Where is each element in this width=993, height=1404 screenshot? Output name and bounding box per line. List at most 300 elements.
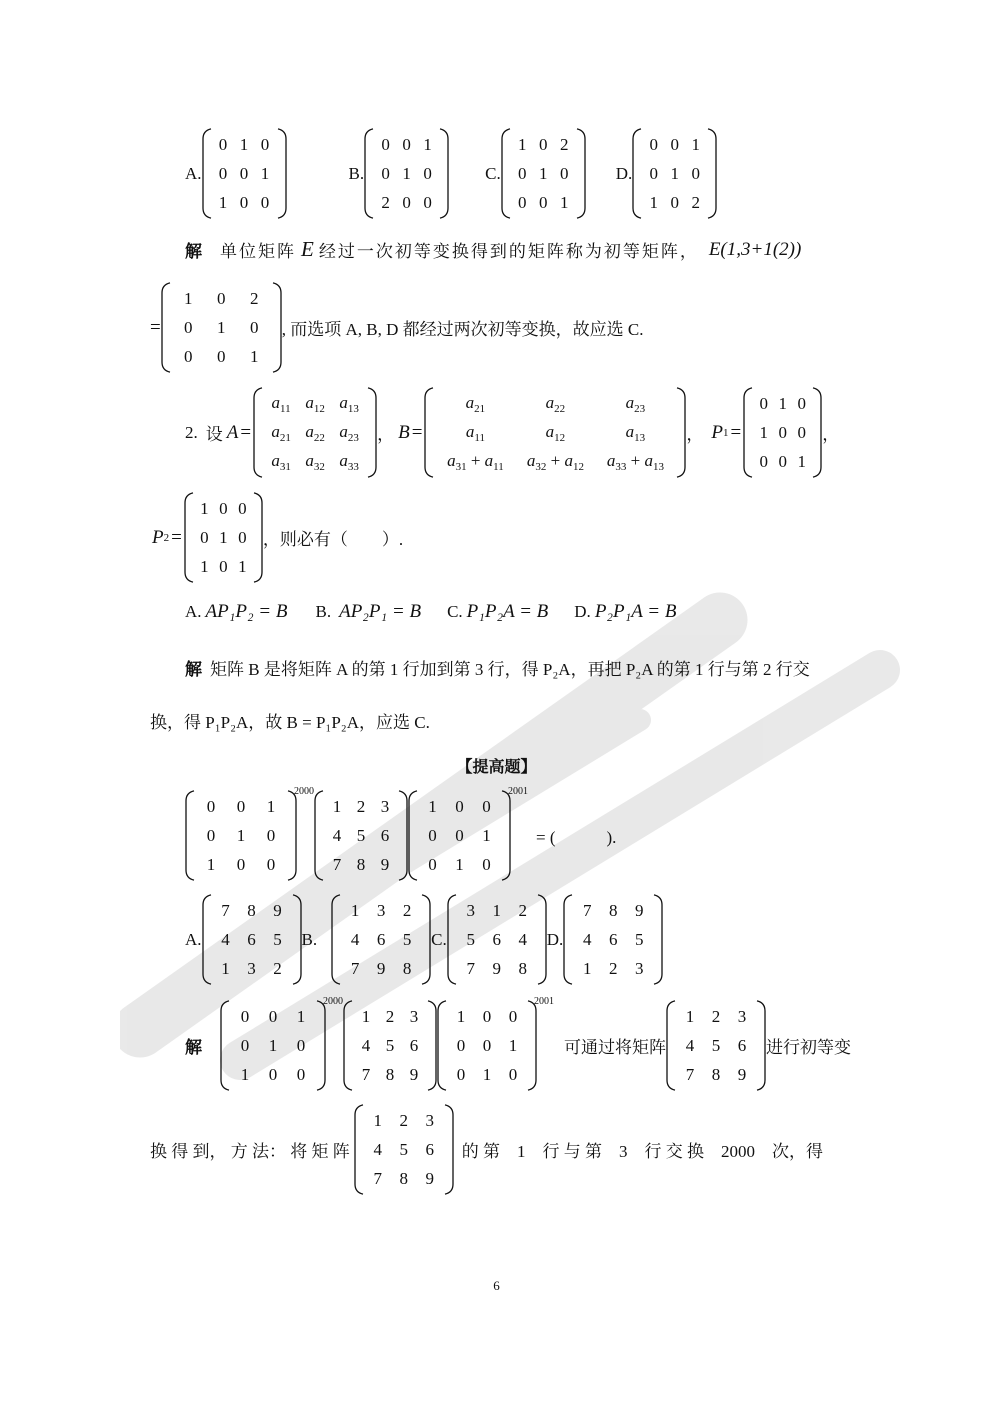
matrix-cell: 0	[456, 1035, 466, 1055]
matrix-row	[354, 1060, 426, 1089]
matrix-row	[375, 130, 438, 159]
q1-solution-text3: , 而选项 A, B, D 都经过两次初等变换，故应选 C.	[281, 320, 644, 339]
matrix-cell: $a_{22}$	[545, 392, 566, 415]
matrix-left-paren	[220, 1000, 230, 1091]
matrix-right-paren	[277, 128, 287, 219]
matrix-row	[458, 954, 536, 983]
matrix-row	[435, 389, 675, 418]
q3-exp-2001: 2001	[508, 786, 528, 797]
matrix-cell: 0	[759, 451, 768, 471]
matrix-cell: 1	[759, 422, 768, 442]
q2-options	[185, 601, 676, 623]
matrix-cell: 1	[219, 527, 228, 547]
matrix-cell: 0	[260, 192, 270, 212]
matrix-cell: 0	[538, 134, 548, 154]
matrix-row	[365, 1135, 443, 1164]
matrix-row	[342, 896, 420, 925]
matrix-cell: 4	[350, 929, 360, 949]
matrix-cell: $a_{12}$	[305, 392, 325, 415]
matrix-cell: 3	[737, 1006, 747, 1026]
matrix-row	[512, 130, 575, 159]
q2-p1-subscript: 1	[723, 426, 729, 439]
matrix-body	[511, 128, 576, 219]
q2-option-c-expr: P₁P₂A = B	[466, 601, 549, 622]
matrix-cell: 0	[260, 134, 270, 154]
matrix-cell: 3	[380, 796, 390, 816]
matrix-cell: 0	[759, 393, 768, 413]
matrix-row	[458, 925, 536, 954]
matrix-cell: $a_{31} + a_{11}$	[447, 450, 504, 473]
q1-option-d-label: D.	[615, 163, 633, 183]
matrix-row	[213, 925, 291, 954]
matrix-cell: 6	[380, 825, 390, 845]
matrix-cell: $a_{11}$	[465, 421, 485, 444]
q1-option-c-matrix	[501, 128, 586, 219]
q2-a-symbol: A	[226, 421, 239, 443]
q3-solution-matrix-1	[220, 1000, 326, 1091]
matrix-row	[375, 188, 438, 217]
matrix-right-paren	[287, 790, 297, 881]
matrix-cell: 8	[399, 1168, 408, 1188]
matrix-cell: 0	[219, 498, 228, 518]
matrix-cell: 1	[402, 163, 411, 183]
matrix-cell: 0	[670, 192, 679, 212]
matrix-cell: 1	[249, 346, 259, 366]
matrix-cell: 0	[239, 163, 249, 183]
matrix-row	[172, 284, 271, 313]
q2-option-b-expr: AP₂P₁ = B	[339, 601, 422, 622]
matrix-cell: 1	[482, 1064, 492, 1084]
q2-b-equals: =	[411, 421, 423, 443]
matrix-body	[353, 1000, 427, 1091]
matrix-cell: 0	[649, 163, 658, 183]
matrix-body	[418, 790, 501, 881]
matrix-cell: 1	[350, 900, 360, 920]
matrix-cell: 1	[456, 1006, 466, 1026]
q2-p2-subscript: 2	[163, 531, 170, 544]
matrix-cell: 9	[737, 1064, 747, 1084]
matrix-body	[263, 387, 367, 478]
matrix-left-paren	[408, 790, 418, 881]
matrix-cell: 5	[356, 825, 366, 845]
matrix-cell: 1	[670, 163, 679, 183]
matrix-cell: 7	[685, 1064, 695, 1084]
matrix-body	[195, 790, 287, 881]
matrix-row	[512, 188, 575, 217]
matrix-row	[196, 792, 286, 821]
matrix-body	[374, 128, 439, 219]
q1-solution-line1	[185, 237, 801, 262]
matrix-left-paren	[743, 387, 753, 478]
matrix-cell: 8	[609, 900, 618, 920]
matrix-right-paren	[421, 894, 431, 985]
matrix-cell: 6	[247, 929, 256, 949]
matrix-cell: 1	[206, 854, 216, 874]
matrix-left-paren	[253, 387, 263, 478]
matrix-right-paren	[272, 282, 282, 373]
q3-statement	[185, 786, 617, 881]
matrix-cell: 8	[402, 958, 412, 978]
matrix-right-paren	[812, 387, 822, 478]
matrix-row	[213, 130, 276, 159]
matrix-body	[194, 492, 253, 583]
matrix-cell: 1	[428, 796, 437, 816]
matrix-cell: 1	[691, 134, 700, 154]
matrix-row	[264, 447, 366, 476]
q1-result-matrix	[161, 282, 282, 373]
matrix-cell: 8	[247, 900, 256, 920]
matrix-cell: 7	[583, 900, 592, 920]
q3-solution-matrix-3	[437, 1000, 537, 1091]
matrix-row	[342, 925, 420, 954]
q1-solution-line2	[150, 282, 643, 373]
matrix-body	[364, 1104, 444, 1195]
matrix-cell: 4	[332, 825, 342, 845]
matrix-cell: 0	[183, 346, 193, 366]
matrix-body	[230, 1000, 316, 1091]
matrix-cell: 3	[247, 958, 256, 978]
matrix-right-paren	[427, 1000, 437, 1091]
matrix-cell: 0	[797, 393, 806, 413]
matrix-cell: 0	[778, 451, 787, 471]
matrix-cell: $a_{33} + a_{13}$	[606, 450, 664, 473]
matrix-cell: 0	[238, 527, 247, 547]
matrix-cell: 0	[455, 825, 464, 845]
q3-solution-end: 进行初等变	[766, 1038, 851, 1057]
matrix-row	[231, 1031, 315, 1060]
matrix-cell: 7	[350, 958, 360, 978]
matrix-right-paren	[367, 387, 377, 478]
q2-solution-line2	[150, 708, 430, 733]
matrix-cell: 0	[206, 825, 216, 845]
matrix-cell: 1	[216, 317, 226, 337]
matrix-cell: 1	[685, 1006, 695, 1026]
q2-p2-line	[152, 492, 403, 583]
q2-option-a-label: A.	[185, 602, 202, 621]
matrix-row	[677, 1002, 755, 1031]
matrix-row	[213, 159, 276, 188]
q3-option-d-matrix	[563, 894, 663, 985]
matrix-right-paren	[439, 128, 449, 219]
q1-option-a-label: A.	[185, 163, 202, 183]
matrix-row	[448, 1060, 526, 1089]
matrix-cell: 9	[380, 854, 390, 874]
q1-option-b-matrix	[364, 128, 449, 219]
matrix-left-paren	[314, 790, 324, 881]
matrix-cell: 4	[221, 929, 230, 949]
q3-matrix-1	[185, 790, 297, 881]
matrix-right-paren	[653, 894, 663, 985]
matrix-cell: 1	[260, 163, 270, 183]
q3-solution-exp-2000: 2000	[323, 996, 343, 1007]
matrix-row	[448, 1002, 526, 1031]
matrix-cell: 4	[583, 929, 592, 949]
matrix-body	[676, 1000, 756, 1091]
q3-option-a-matrix	[202, 894, 302, 985]
matrix-cell: 6	[425, 1139, 434, 1159]
matrix-cell: 0	[797, 422, 806, 442]
matrix-cell: 1	[797, 451, 806, 471]
matrix-row	[448, 1031, 526, 1060]
matrix-cell: 0	[249, 317, 259, 337]
matrix-cell: 1	[200, 498, 209, 518]
matrix-cell: 6	[376, 929, 386, 949]
q2-matrix-b	[424, 387, 686, 478]
q1-solution-label: 解	[185, 242, 202, 261]
matrix-left-paren	[424, 387, 434, 478]
matrix-cell: 7	[373, 1168, 382, 1188]
q3-solution-line2a: 换 得 到， 方 法： 将 矩 阵	[150, 1142, 350, 1161]
matrix-cell: 1	[423, 134, 432, 154]
matrix-body	[434, 387, 676, 478]
matrix-row	[195, 552, 252, 581]
matrix-row	[643, 188, 706, 217]
matrix-cell: 1	[455, 854, 464, 874]
matrix-cell: 0	[508, 1064, 518, 1084]
matrix-row	[264, 418, 366, 447]
matrix-cell: 5	[466, 929, 475, 949]
matrix-cell: 7	[332, 854, 342, 874]
section-title-row	[0, 754, 993, 777]
matrix-cell: 5	[402, 929, 412, 949]
matrix-cell: 0	[218, 163, 228, 183]
matrix-cell: 2	[399, 1110, 408, 1130]
matrix-cell: 3	[409, 1006, 419, 1026]
q1-solution-text2: 经过一次初等变换得到的矩阵称为初等矩阵，	[318, 242, 699, 261]
matrix-left-paren	[447, 894, 457, 985]
matrix-row	[512, 159, 575, 188]
q2-comma-1: ，	[377, 425, 395, 444]
matrix-left-paren	[563, 894, 573, 985]
matrix-left-paren	[437, 1000, 447, 1091]
matrix-cell: 0	[236, 854, 246, 874]
matrix-cell: 1	[517, 134, 527, 154]
matrix-cell: 0	[266, 825, 276, 845]
q2-b-symbol: B	[398, 421, 410, 443]
matrix-cell: $a_{13}$	[625, 421, 646, 444]
matrix-cell: 7	[221, 900, 230, 920]
matrix-row	[172, 313, 271, 342]
matrix-cell: 0	[268, 1064, 278, 1084]
matrix-right-paren	[537, 894, 547, 985]
matrix-left-paren	[666, 1000, 676, 1091]
matrix-cell: $a_{31}$	[271, 450, 291, 473]
page-number: 6	[493, 1278, 500, 1293]
q3-solution-exp-2001: 2001	[534, 996, 554, 1007]
matrix-row	[677, 1031, 755, 1060]
matrix-row	[172, 342, 271, 371]
q3-option-b-matrix	[331, 894, 431, 985]
matrix-left-paren	[632, 128, 642, 219]
matrix-cell: 0	[423, 163, 432, 183]
matrix-cell: $a_{12}$	[545, 421, 566, 444]
matrix-cell: 2	[356, 796, 366, 816]
matrix-cell: 5	[273, 929, 282, 949]
matrix-cell: 0	[239, 192, 249, 212]
matrix-right-paren	[576, 128, 586, 219]
q2-solution-text2: 换，得 P₁P₂A，故 B = P₁P₂A，应选 C.	[150, 713, 430, 732]
matrix-row	[365, 1164, 443, 1193]
q3-option-c-matrix	[447, 894, 547, 985]
matrix-cell: 0	[268, 1006, 278, 1026]
matrix-cell: 1	[778, 393, 787, 413]
q1-option-c-label: C.	[485, 163, 501, 183]
matrix-cell: 0	[240, 1006, 250, 1026]
matrix-cell: 0	[381, 163, 390, 183]
matrix-body	[642, 128, 707, 219]
q3-tail: = ( ).	[536, 828, 617, 847]
matrix-cell: 0	[216, 288, 226, 308]
matrix-cell: 0	[381, 134, 390, 154]
matrix-cell: 0	[508, 1006, 518, 1026]
q3-solution-matrix-4	[666, 1000, 766, 1091]
matrix-row	[435, 418, 675, 447]
matrix-cell: 0	[206, 796, 216, 816]
matrix-row	[213, 954, 291, 983]
q2-p1-equals: =	[730, 421, 742, 443]
matrix-cell: 5	[635, 929, 644, 949]
matrix-cell: 0	[538, 192, 548, 212]
matrix-row	[754, 447, 811, 476]
q1-options	[185, 128, 717, 219]
matrix-cell: 2	[273, 958, 282, 978]
matrix-cell: 4	[361, 1035, 371, 1055]
matrix-row	[754, 418, 811, 447]
matrix-cell: 0	[402, 134, 411, 154]
matrix-cell: 0	[456, 1064, 466, 1084]
matrix-row	[325, 792, 397, 821]
matrix-cell: 8	[356, 854, 366, 874]
matrix-row	[365, 1106, 443, 1135]
q1-equals: =	[150, 316, 161, 338]
matrix-cell: 2	[385, 1006, 395, 1026]
q2-option-d-expr: P₂P₁A = B	[594, 601, 677, 622]
matrix-cell: 2	[381, 192, 390, 212]
matrix-cell: 0	[482, 854, 491, 874]
matrix-cell: 3	[376, 900, 386, 920]
matrix-cell: 0	[218, 134, 228, 154]
q2-solution-line1	[185, 655, 810, 680]
matrix-row	[574, 954, 652, 983]
matrix-cell: 7	[361, 1064, 371, 1084]
matrix-cell: 1	[508, 1035, 518, 1055]
matrix-cell: $a_{32} + a_{12}$	[526, 450, 584, 473]
matrix-cell: 5	[385, 1035, 395, 1055]
matrix-body	[457, 894, 537, 985]
matrix-cell: 5	[399, 1139, 408, 1159]
matrix-right-paren	[253, 492, 263, 583]
q3-solution-matrix-5	[354, 1104, 454, 1195]
q2-a-equals: =	[240, 421, 252, 443]
matrix-row	[213, 188, 276, 217]
q2-p2-symbol: P	[152, 526, 164, 548]
matrix-left-paren	[331, 894, 341, 985]
matrix-row	[458, 896, 536, 925]
matrix-row	[574, 896, 652, 925]
matrix-row	[213, 896, 291, 925]
matrix-cell: 9	[273, 900, 282, 920]
matrix-row	[754, 389, 811, 418]
matrix-right-paren	[527, 1000, 537, 1091]
matrix-right-paren	[292, 894, 302, 985]
matrix-cell: 1	[266, 796, 276, 816]
matrix-row	[196, 850, 286, 879]
matrix-cell: 2	[518, 900, 527, 920]
matrix-cell: 1	[361, 1006, 371, 1026]
matrix-cell: 0	[236, 796, 246, 816]
matrix-cell: 0	[238, 498, 247, 518]
matrix-cell: 3	[635, 958, 644, 978]
matrix-left-paren	[202, 894, 212, 985]
matrix-row	[354, 1031, 426, 1060]
q2-comma-3: ，	[822, 425, 840, 444]
matrix-left-paren	[202, 128, 212, 219]
matrix-cell: 0	[428, 854, 437, 874]
matrix-cell: $a_{22}$	[305, 421, 325, 444]
matrix-cell: 1	[492, 900, 501, 920]
matrix-cell: 1	[332, 796, 342, 816]
matrix-cell: 4	[518, 929, 527, 949]
matrix-body	[753, 387, 812, 478]
q2-p1-symbol: P	[711, 421, 724, 443]
matrix-cell: 6	[609, 929, 618, 949]
q2-option-d-label: D.	[574, 602, 591, 621]
matrix-cell: 2	[609, 958, 618, 978]
matrix-body	[212, 894, 292, 985]
matrix-cell: 0	[778, 422, 787, 442]
q3-solution-line1	[185, 996, 851, 1091]
q3-option-c-label: C.	[431, 929, 447, 949]
matrix-cell: 7	[466, 958, 475, 978]
matrix-cell: $a_{21}$	[271, 421, 291, 444]
matrix-cell: 1	[240, 1064, 250, 1084]
matrix-cell: 9	[409, 1064, 419, 1084]
matrix-right-paren	[444, 1104, 454, 1195]
q1-option-a-matrix	[202, 128, 287, 219]
q3-option-a-label: A.	[185, 929, 202, 949]
q1-solution-text1: 单位矩阵	[220, 242, 296, 261]
matrix-row	[419, 821, 500, 850]
matrix-cell: 0	[219, 556, 228, 576]
matrix-row	[325, 850, 397, 879]
matrix-row	[375, 159, 438, 188]
q3-solution-matrix-2	[343, 1000, 437, 1091]
matrix-left-paren	[185, 790, 195, 881]
matrix-row	[435, 447, 675, 476]
q3-option-d-label: D.	[546, 929, 564, 949]
matrix-left-paren	[354, 1104, 364, 1195]
q3-matrix-3	[408, 790, 511, 881]
matrix-cell: 2	[402, 900, 412, 920]
matrix-row	[231, 1060, 315, 1089]
matrix-row	[643, 130, 706, 159]
matrix-cell: 9	[635, 900, 644, 920]
matrix-cell: $a_{13}$	[339, 392, 359, 415]
matrix-cell: 1	[538, 163, 548, 183]
matrix-cell: 0	[423, 192, 432, 212]
matrix-row	[342, 954, 420, 983]
matrix-left-paren	[343, 1000, 353, 1091]
matrix-cell: 0	[559, 163, 569, 183]
matrix-cell: 1	[559, 192, 569, 212]
matrix-cell: 0	[240, 1035, 250, 1055]
matrix-cell: 2	[249, 288, 259, 308]
q1-solution-e: E	[301, 237, 314, 261]
matrix-cell: 6	[409, 1035, 419, 1055]
matrix-cell: 0	[649, 134, 658, 154]
q1-solution-formula: E(1,3+1(2))	[708, 238, 802, 260]
matrix-right-paren	[676, 387, 686, 478]
